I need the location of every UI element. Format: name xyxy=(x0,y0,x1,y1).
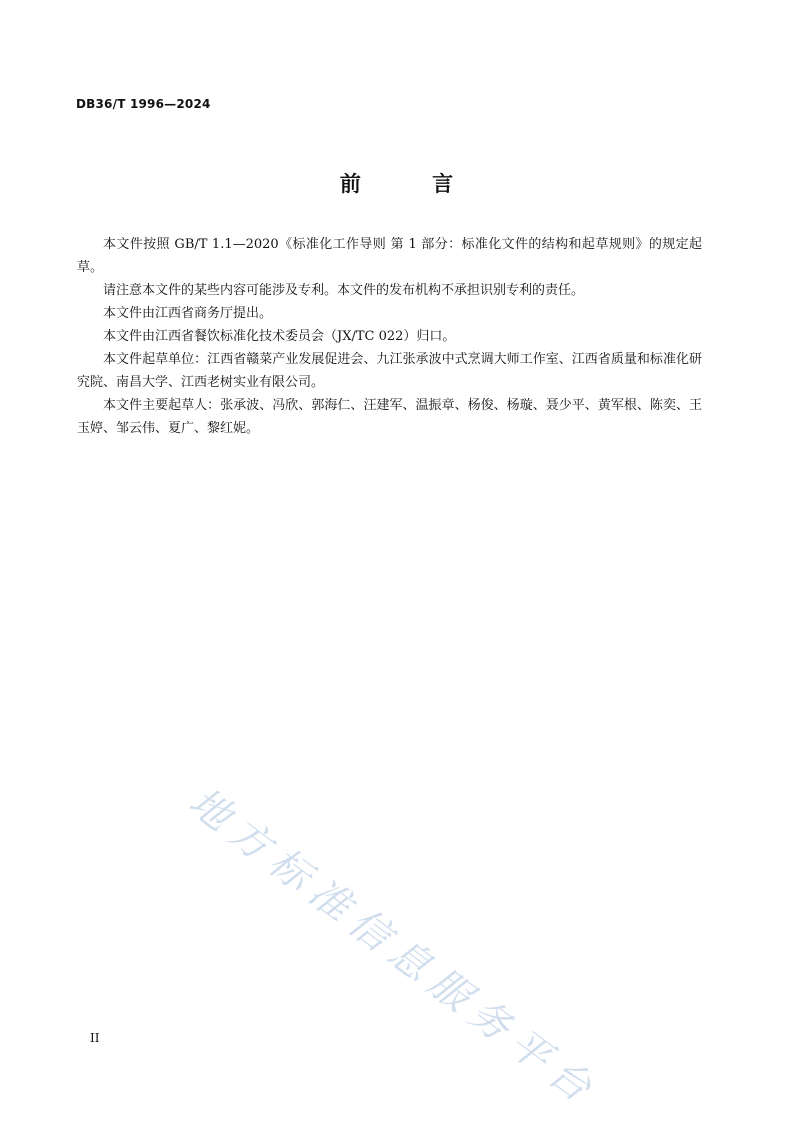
paragraph-proposer: 本文件由江西省商务厅提出。 xyxy=(103,306,273,321)
document-code: DB36/T 1996—2024 xyxy=(76,97,211,111)
paragraph-technical-committee: 本文件由江西省餐饮标准化技术委员会（JX/TC 022）归口。 xyxy=(103,329,456,344)
watermark: 地方标准信息服务平台 xyxy=(180,778,608,1117)
paragraph-drafters: 本文件主要起草人：张承波、冯欣、郭海仁、汪建军、温振章、杨俊、杨璇、聂少平、黄军根、陈奕、王玉婷、邹云伟、夏广、黎红妮。 xyxy=(77,398,702,436)
foreword-body xyxy=(77,233,702,440)
paragraph-drafting-rules: 本文件按照 GB/T 1.1—2020《标准化工作导则 第 1 部分：标准化文件的结构和起草规则》的规定起草。 xyxy=(77,237,702,275)
page-title: 前 言 xyxy=(339,172,486,196)
page-number: II xyxy=(90,1031,100,1045)
paragraph-drafting-units: 本文件起草单位：江西省赣菜产业发展促进会、九江张承波中式烹调大师工作室、江西省质量和标准化研究院、南昌大学、江西老树实业有限公司。 xyxy=(77,352,702,390)
paragraph-patent-notice: 请注意本文件的某些内容可能涉及专利。本文件的发布机构不承担识别专利的责任。 xyxy=(103,283,585,298)
